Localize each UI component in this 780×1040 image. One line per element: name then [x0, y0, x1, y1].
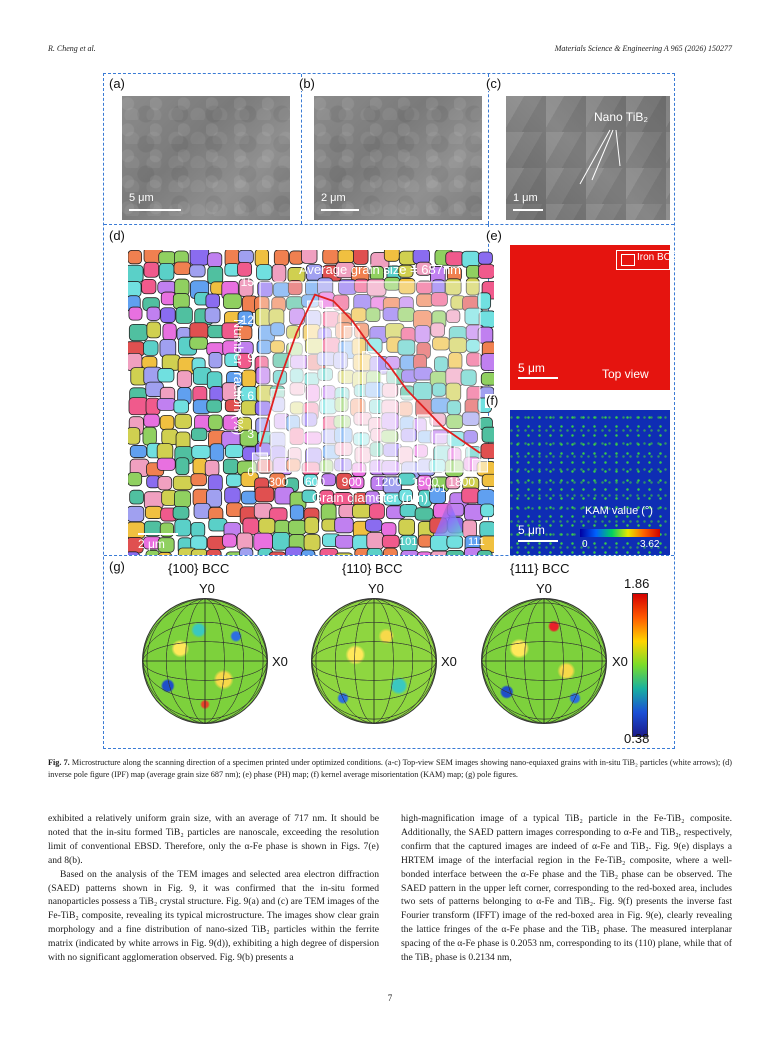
y-tick-label: 12	[240, 313, 254, 327]
nano-tib2-annotation: Nano TiB₂	[594, 110, 649, 124]
pole-cbar-max: 1.86	[624, 576, 650, 591]
x-tick-label: 600	[304, 475, 326, 489]
pole-title-100: {100} BCC	[168, 561, 230, 576]
kam-map	[510, 410, 670, 555]
kam-max: 3.62	[640, 539, 660, 550]
kam-min: 0	[582, 539, 588, 550]
y-tick-label: 0	[247, 465, 254, 479]
histogram-bar	[454, 447, 469, 472]
histogram-bar	[418, 415, 433, 472]
ipf-key-001: 001	[428, 483, 447, 495]
figure-caption	[48, 757, 732, 780]
caption-text: Microstructure along the scanning direction of a specimen printed under optimized conditions. (a-c) Top-view SEM images showing nano-equiaxed grains with in-situ TiB₂ particles (white arrows); (d) inverse pole figure (IPF) map (average grain size 687 nm); (e) phase (PH) map; (f) kernel average misorientation (KAM) map; (g) pole figures.	[48, 758, 732, 779]
scale-bar	[138, 533, 178, 535]
pole-y0-label: Y0	[199, 581, 215, 596]
histogram-bar	[289, 339, 304, 472]
kam-colorbar	[580, 529, 660, 537]
running-header-authors: R. Cheng et al.	[48, 44, 96, 53]
sem-image-a	[122, 96, 290, 220]
pole-grid	[312, 599, 436, 723]
top-view-label: Top view	[602, 367, 649, 381]
kam-legend-title: KAM value (°)	[585, 505, 653, 517]
x-tick-label: 900	[341, 475, 362, 489]
y-tick-label: 15	[240, 275, 254, 289]
grain-size-histogram	[128, 250, 494, 555]
paragraph: Based on the analysis of the TEM images and selected area electron diffraction (SAED) patterns shown in Fig. 9, it was confirmed that the in-situ formed nanoparticles possess a TiB₂ crystal structure. Fig. 9(a) and (c) are TEM images of the Fe-TiB₂ composite, revealing its typical microstructure. The images show clear grain morphology and a fine distribution of nano-sized TiB₂ particles within the ferrite matrix (indicated by white arrows in Fig. 9(d)), exhibiting a high degree of dispersion with no significant agglomeration observed. Fig. 9(b) presents a	[48, 868, 379, 964]
scale-bar	[321, 209, 359, 211]
body-column-left	[48, 812, 379, 965]
divider-v1	[301, 74, 302, 224]
sem-image-b	[314, 96, 482, 220]
pole-x0-label: X0	[272, 654, 288, 669]
scale-bar	[513, 209, 543, 211]
histogram-bar	[436, 434, 451, 472]
panel-label-f: (f)	[486, 393, 499, 408]
x-tick-label: 1200	[374, 475, 402, 489]
scale-label-c: 1 μm	[513, 192, 538, 204]
scale-bar	[518, 540, 558, 542]
page-number: 7	[387, 993, 393, 1003]
pole-y0-label: Y0	[368, 581, 384, 596]
y-tick-label: 3	[247, 427, 254, 441]
scale-bar	[518, 377, 558, 379]
ipf-key-111: 111	[468, 536, 485, 548]
divider-v2	[488, 74, 489, 224]
phase-map	[510, 245, 679, 390]
pole-y0-label: Y0	[536, 581, 552, 596]
pole-figure-100	[142, 598, 268, 724]
pole-title-110: {110} BCC	[342, 561, 403, 576]
scale-label-e: 5 μm	[518, 361, 545, 375]
y-tick-label: 9	[247, 351, 254, 365]
body-column-right	[401, 812, 732, 965]
scale-bar	[129, 209, 181, 211]
divider-row2	[104, 555, 674, 556]
paragraph: high-magnification image of a typical TiB₂ particle in the Fe-TiB₂ composite. Additionally, the SAED pattern images corresponding to α-Fe and TiB₂, respectively, confirm that the captured images are indeed of α-Fe and TiB₂. Fig. 9(e) displays a HRTEM image of the interfacial region in the Fe-TiB₂ composite, where a well-bonded interface between the α-Fe phase and the TiB₂ phase can be observed. The SAED pattern in the upper left corner, corresponding to the red-boxed area, includes two sets of patterns belonging to α-Fe and TiB₂. Fig. 9(f) presents the inverse fast Fourier transform (IFFT) image of the red-boxed area in Fig. 9(e), clearly revealing the lattice fringes of the α-Fe phase and the TiB₂ phase. The measured interplanar spacing of the α-Fe phase is 0.2053 nm, corresponding to its (110) plane, while that of the TiB₂ phase is 0.2134 nm,	[401, 813, 732, 964]
histogram-bar	[399, 396, 414, 472]
histogram-bar	[473, 459, 488, 472]
panel-label-b: (b)	[299, 76, 315, 91]
y-tick-label: 6	[247, 389, 254, 403]
histogram-title: Average grain size = 687nm	[299, 262, 461, 277]
running-header-journal: Materials Science & Engineering A 965 (2026) 150277	[554, 44, 732, 53]
x-tick-label: 1800	[448, 475, 476, 489]
panel-label-g: (g)	[109, 559, 125, 574]
divider-row1	[104, 224, 674, 225]
histogram-xlabel: Grain diameter (nm)	[311, 490, 429, 505]
pole-cbar-min: 0.38	[624, 731, 650, 746]
pole-grid	[143, 599, 267, 723]
histogram-bar	[326, 307, 341, 472]
scale-label-d: 2 μm	[138, 537, 165, 551]
pole-title-111: {111} BCC	[510, 561, 570, 576]
pole-x0-label: X0	[612, 654, 628, 669]
histogram-bar	[381, 371, 396, 472]
ipf-map	[128, 250, 494, 555]
x-tick-label: 300	[268, 475, 289, 489]
pole-figure-110	[311, 598, 437, 724]
caption-label: Fig. 7.	[48, 758, 70, 767]
histogram-bar	[344, 326, 359, 472]
iron-bcc-swatch	[621, 254, 635, 266]
panel-label-d: (d)	[109, 228, 125, 243]
histogram-ylabel: Number fraction (%)	[231, 318, 246, 436]
scale-label-a: 5 μm	[129, 192, 154, 204]
sem-image-c	[506, 96, 670, 220]
panel-label-e: (e)	[486, 228, 502, 243]
histogram-bar	[363, 352, 378, 472]
histogram-bar	[253, 453, 268, 472]
histogram-bar	[308, 301, 323, 472]
pole-colorbar	[632, 593, 648, 737]
pole-x0-label: X0	[441, 654, 457, 669]
panel-label-a: (a)	[109, 76, 125, 91]
ipf-key-101: 101	[399, 536, 418, 548]
panel-label-c: (c)	[486, 76, 502, 91]
pole-grid	[482, 599, 606, 723]
figure-7	[103, 73, 679, 749]
scale-label-b: 2 μm	[321, 192, 346, 204]
pole-figure-111	[481, 598, 607, 724]
x-tick-label: 1500	[411, 475, 439, 489]
phase-legend-label: Iron BCC	[637, 252, 679, 263]
scale-label-f: 5 μm	[518, 523, 545, 537]
paragraph: exhibited a relatively uniform grain size, with an average of 717 nm. It should be noted that the in-situ formed TiB₂ particles are nanoscale, exceeding the resolution limit of conventional EBSD. Therefore, only the α-Fe phase is shown in Figs. 7(e) and 8(b).	[48, 813, 379, 866]
